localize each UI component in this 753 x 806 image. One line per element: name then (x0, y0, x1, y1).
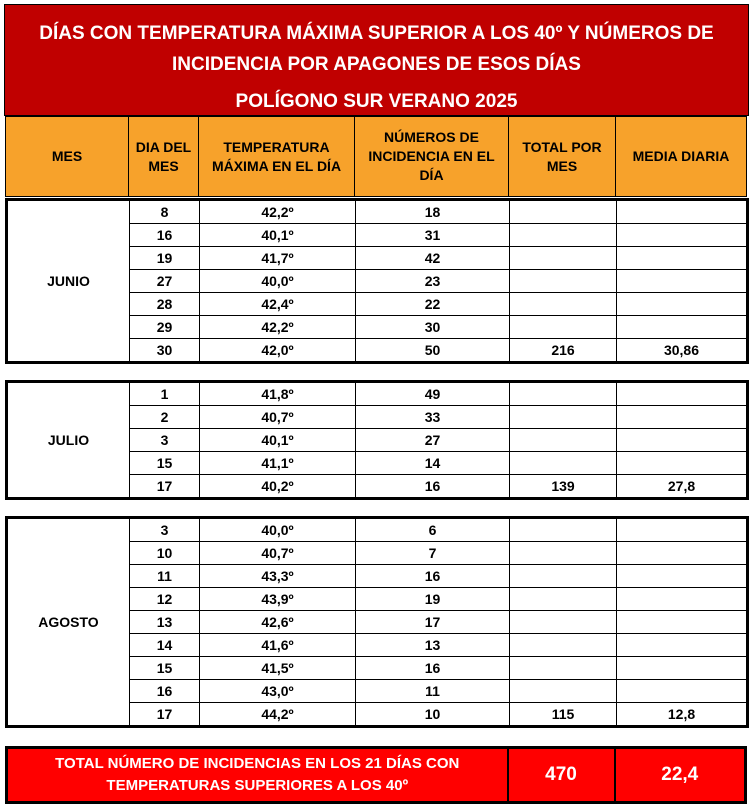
month-media-cell: 12,8 (617, 703, 748, 727)
day-cell: 27 (130, 270, 200, 293)
temperature-cell: 40,7º (200, 542, 356, 565)
header-temperatura: TEMPERATURA MÁXIMA EN EL DÍA (199, 117, 355, 197)
incidence-cell: 13 (356, 634, 510, 657)
month-total-cell (510, 611, 617, 634)
day-cell: 3 (130, 518, 200, 542)
temperature-cell: 42,4º (200, 293, 356, 316)
day-cell: 16 (130, 224, 200, 247)
table-row (7, 518, 748, 542)
incidence-cell: 16 (356, 475, 510, 499)
day-cell: 2 (130, 406, 200, 429)
temperature-cell: 41,8º (200, 382, 356, 406)
temperature-cell: 42,2º (200, 316, 356, 339)
temperature-cell: 41,6º (200, 634, 356, 657)
day-cell: 8 (130, 200, 200, 224)
table-row (7, 200, 748, 224)
header-media: MEDIA DIARIA (616, 117, 747, 197)
title-line-1: DÍAS CON TEMPERATURA MÁXIMA SUPERIOR A LOS 40º Y NÚMEROS DE (39, 23, 714, 44)
day-cell: 16 (130, 680, 200, 703)
temperature-cell: 40,7º (200, 406, 356, 429)
month-media-cell (617, 293, 748, 316)
month-media-cell (617, 316, 748, 339)
month-total-cell (510, 382, 617, 406)
temperature-cell: 43,0º (200, 680, 356, 703)
day-cell: 15 (130, 452, 200, 475)
incidence-cell: 16 (356, 657, 510, 680)
incidence-cell: 7 (356, 542, 510, 565)
incidence-cell: 33 (356, 406, 510, 429)
month-media-cell (617, 270, 748, 293)
month-media-cell (617, 518, 748, 542)
month-media-cell (617, 611, 748, 634)
column-header-row (5, 116, 747, 197)
incidence-cell: 23 (356, 270, 510, 293)
month-media-cell (617, 406, 748, 429)
header-dia: DIA DEL MES (129, 117, 199, 197)
temperature-cell: 43,3º (200, 565, 356, 588)
month-total-cell (510, 316, 617, 339)
day-cell: 10 (130, 542, 200, 565)
temperature-cell: 42,2º (200, 200, 356, 224)
summary-total: 470 (508, 748, 615, 803)
month-media-cell (617, 429, 748, 452)
month-group-julio (5, 380, 749, 500)
incidence-cell: 42 (356, 247, 510, 270)
day-cell: 15 (130, 657, 200, 680)
month-media-cell (617, 657, 748, 680)
incidence-cell: 19 (356, 588, 510, 611)
incidence-cell: 11 (356, 680, 510, 703)
month-total-cell (510, 680, 617, 703)
month-media-cell: 30,86 (617, 339, 748, 363)
temperature-cell: 40,0º (200, 518, 356, 542)
month-total-cell: 139 (510, 475, 617, 499)
temperature-cell: 40,2º (200, 475, 356, 499)
temperature-cell: 42,0º (200, 339, 356, 363)
incidence-cell: 30 (356, 316, 510, 339)
temperature-cell: 40,1º (200, 429, 356, 452)
day-cell: 12 (130, 588, 200, 611)
month-total-cell (510, 270, 617, 293)
header-mes: MES (6, 117, 129, 197)
day-cell: 28 (130, 293, 200, 316)
month-label: JULIO (7, 382, 130, 499)
header-total: TOTAL POR MES (509, 117, 616, 197)
incidence-cell: 18 (356, 200, 510, 224)
month-media-cell (617, 224, 748, 247)
month-total-cell (510, 429, 617, 452)
month-media-cell (617, 382, 748, 406)
month-group-junio (5, 198, 749, 364)
month-media-cell (617, 680, 748, 703)
day-cell: 19 (130, 247, 200, 270)
month-total-cell (510, 657, 617, 680)
month-total-cell (510, 542, 617, 565)
temperature-cell: 41,7º (200, 247, 356, 270)
month-media-cell (617, 542, 748, 565)
month-total-cell (510, 406, 617, 429)
table-row (7, 382, 748, 406)
title-banner (4, 4, 749, 116)
title-line-2: INCIDENCIA POR APAGONES DE ESOS DÍAS (172, 54, 581, 75)
month-media-cell (617, 452, 748, 475)
day-cell: 30 (130, 339, 200, 363)
month-media-cell (617, 634, 748, 657)
month-total-cell (510, 293, 617, 316)
temperature-cell: 43,9º (200, 588, 356, 611)
incidence-cell: 16 (356, 565, 510, 588)
title-line-3: POLÍGONO SUR VERANO 2025 (235, 91, 518, 112)
month-label: JUNIO (7, 200, 130, 363)
month-label: AGOSTO (7, 518, 130, 727)
temperature-cell: 41,5º (200, 657, 356, 680)
month-media-cell: 27,8 (617, 475, 748, 499)
temperature-cell: 40,1º (200, 224, 356, 247)
month-total-cell (510, 518, 617, 542)
incidence-cell: 31 (356, 224, 510, 247)
day-cell: 14 (130, 634, 200, 657)
day-cell: 29 (130, 316, 200, 339)
temperature-cell: 40,0º (200, 270, 356, 293)
day-cell: 13 (130, 611, 200, 634)
month-total-cell (510, 452, 617, 475)
incidence-cell: 27 (356, 429, 510, 452)
incidence-cell: 50 (356, 339, 510, 363)
day-cell: 17 (130, 703, 200, 727)
month-total-cell (510, 634, 617, 657)
month-total-cell: 216 (510, 339, 617, 363)
incidence-cell: 22 (356, 293, 510, 316)
summary-label: TOTAL NÚMERO DE INCIDENCIAS EN LOS 21 DÍAS CON TEMPERATURAS SUPERIORES A LOS 40º (7, 748, 508, 803)
temperature-cell: 44,2º (200, 703, 356, 727)
temperature-cell: 42,6º (200, 611, 356, 634)
temperature-cell: 41,1º (200, 452, 356, 475)
day-cell: 11 (130, 565, 200, 588)
summary-media: 22,4 (615, 748, 746, 803)
incidence-cell: 49 (356, 382, 510, 406)
day-cell: 1 (130, 382, 200, 406)
month-total-cell (510, 200, 617, 224)
month-group-agosto (5, 516, 749, 728)
month-media-cell (617, 200, 748, 224)
incidence-cell: 10 (356, 703, 510, 727)
incidence-cell: 17 (356, 611, 510, 634)
month-media-cell (617, 247, 748, 270)
incidence-cell: 14 (356, 452, 510, 475)
month-total-cell (510, 588, 617, 611)
month-total-cell (510, 224, 617, 247)
month-total-cell: 115 (510, 703, 617, 727)
day-cell: 3 (130, 429, 200, 452)
month-total-cell (510, 247, 617, 270)
month-total-cell (510, 565, 617, 588)
month-media-cell (617, 588, 748, 611)
month-media-cell (617, 565, 748, 588)
header-incidencias: NÚMEROS DE INCIDENCIA EN EL DÍA (355, 117, 509, 197)
summary-row (5, 746, 747, 804)
day-cell: 17 (130, 475, 200, 499)
incidence-cell: 6 (356, 518, 510, 542)
